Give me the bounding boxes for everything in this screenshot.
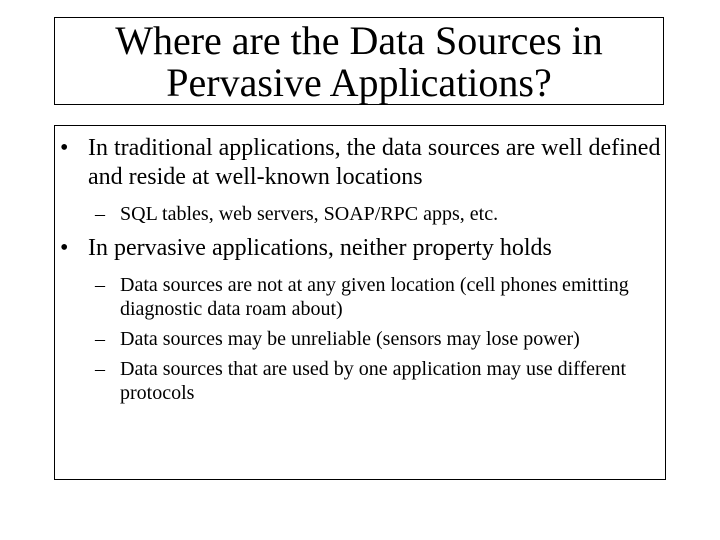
sub-bullet-item [55, 202, 665, 226]
dash-mark: – [95, 358, 105, 380]
slide-title-line-2: Pervasive Applications? [166, 60, 552, 105]
dash-mark: – [95, 328, 105, 350]
slide-content-box [54, 125, 666, 480]
sub-bullet-list [55, 202, 665, 226]
bullet-list [55, 134, 665, 405]
sub-list-container [55, 202, 665, 226]
sub-bullet-item [55, 327, 665, 351]
dash-mark: – [95, 274, 105, 296]
sub-bullet-item [55, 357, 665, 405]
sub-list-container [55, 273, 665, 405]
bullet-text: In traditional applications, the data sources are well defined and reside at well-known locations [88, 135, 661, 190]
bullet-mark: • [60, 235, 69, 261]
sub-bullet-text: Data sources are not at any given location (cell phones emitting diagnostic data roam about) [120, 274, 629, 320]
sub-bullet-list [55, 273, 665, 405]
sub-bullet-text: Data sources that are used by one application may use different protocols [120, 358, 627, 404]
bullet-item-pervasive [55, 234, 665, 263]
sub-bullet-item [55, 273, 665, 321]
bullet-mark: • [60, 135, 69, 161]
dash-mark: – [95, 203, 105, 225]
sub-bullet-text: Data sources may be unreliable (sensors may lose power) [120, 328, 580, 350]
slide-title-box [54, 17, 664, 105]
slide-title-line-1: Where are the Data Sources in [115, 18, 603, 63]
sub-bullet-text: SQL tables, web servers, SOAP/RPC apps, etc. [120, 203, 499, 225]
bullet-text: In pervasive applications, neither property holds [88, 235, 552, 261]
bullet-item-traditional [55, 134, 665, 192]
